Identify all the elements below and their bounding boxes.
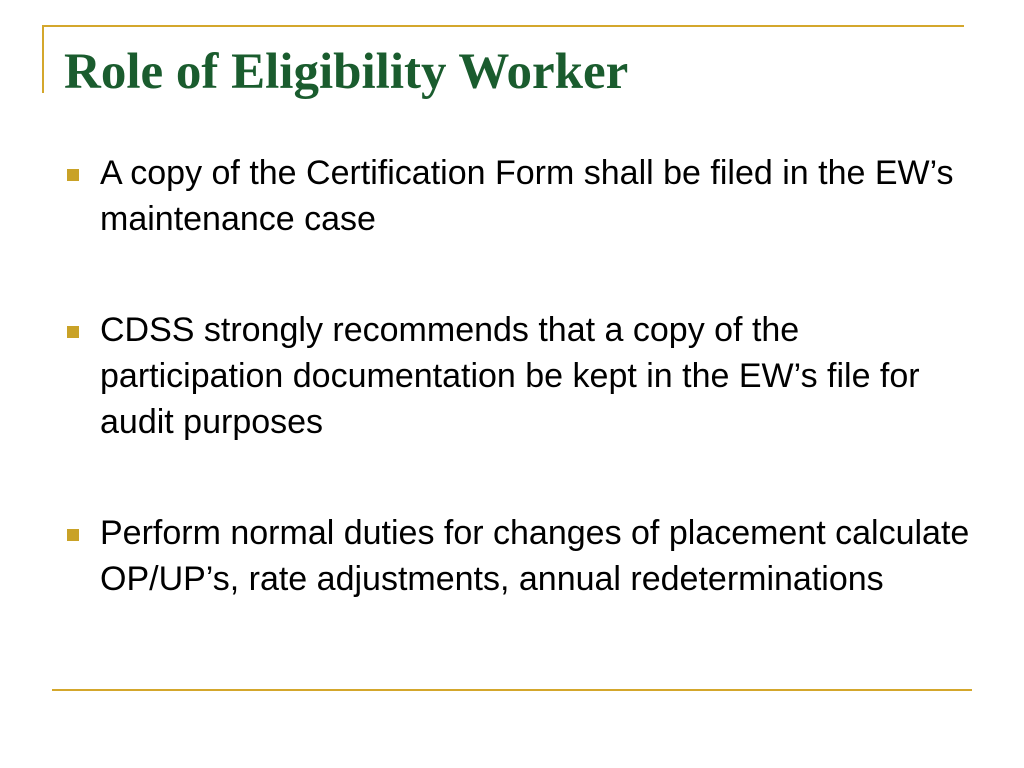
bottom-rule bbox=[52, 689, 972, 691]
bullet-list bbox=[62, 150, 982, 602]
left-rule bbox=[42, 25, 44, 93]
bullet-text: Perform normal duties for changes of placement calculate OP/UP’s, rate adjustments, annual redeterminations bbox=[100, 514, 970, 598]
bullet-item bbox=[62, 150, 982, 242]
bullet-item bbox=[62, 510, 982, 602]
slide-title: Role of Eligibility Worker bbox=[64, 44, 629, 100]
bullet-text: A copy of the Certification Form shall be filed in the EW’s maintenance case bbox=[100, 154, 954, 238]
square-bullet-icon bbox=[67, 169, 79, 181]
top-rule bbox=[42, 25, 964, 27]
bullet-item bbox=[62, 307, 982, 445]
square-bullet-icon bbox=[67, 326, 79, 338]
square-bullet-icon bbox=[67, 529, 79, 541]
bullet-text: CDSS strongly recommends that a copy of the participation documentation be kept in the EW’s file for audit purposes bbox=[100, 311, 920, 441]
